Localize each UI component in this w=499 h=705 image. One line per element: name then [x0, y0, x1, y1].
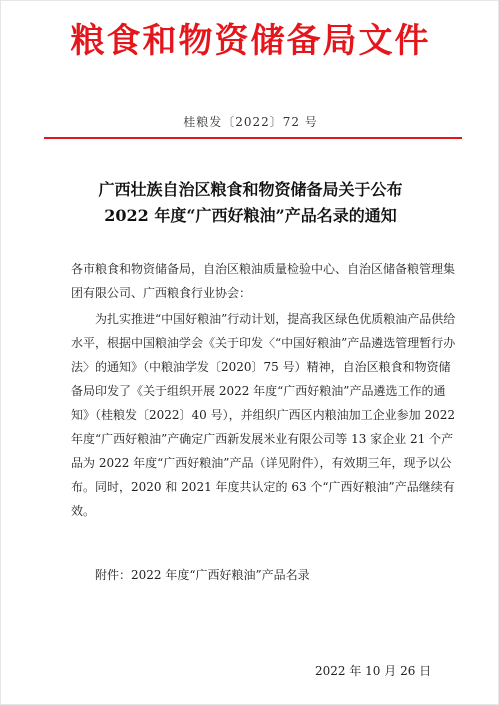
issue-date: 2022 年 10 月 26 日 — [315, 664, 432, 678]
document-number: 桂粮发〔2022〕72 号 — [183, 115, 318, 129]
red-divider-line — [44, 137, 462, 139]
notice-title-line-2: 2022 年度“广西好粮油”产品名录的通知 — [104, 206, 397, 225]
addressee-text: 各市粮食和物资储备局，自治区粮油质量检验中心、自治区储备粮管理集团有限公司、广西粮食行业协会： — [71, 262, 456, 300]
document-header-title: 粮食和物资储备局文件 — [70, 21, 431, 61]
body-paragraph: 为扎实推进“中国好粮油”行动计划，提高我区绿色优质粮油产品供给水平，根据中国粮油学会《关于印发〈“中国好粮油”产品遴选管理暂行办法〉的通知》（中粮油学发〔2020〕75 号）精神，自治区粮食和物资储备局印发了《关于组织开展 2022 年度“广西好粮油”产品遴选工作的通知》（桂粮发〔2022〕40 号），并组织广西区内粮油加工企业参加 2022 年度“广西好粮油”产确定广西新发展米业有限公司等 13 家企业 21 个产品为 2022 年度“广西好粮油”产品（详见附件），有效期三年，现予以公布。同时，2020 和 2021 年度共认定的 63 个“广西好粮油”产品继续有效。 — [71, 312, 456, 518]
attachment-note: 附件：2022 年度“广西好粮油”产品名录 — [95, 568, 310, 582]
notice-body — [71, 307, 456, 523]
notice-title — [1, 177, 499, 229]
notice-title-line-1: 广西壮族自治区粮食和物资储备局关于公布 — [98, 180, 403, 199]
